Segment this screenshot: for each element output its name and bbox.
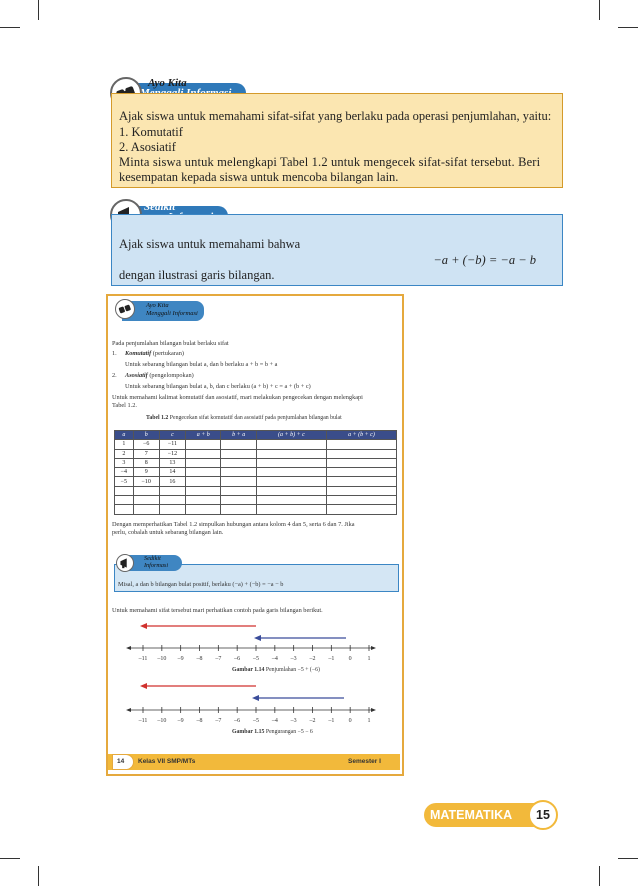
table-row — [115, 486, 397, 495]
table-row — [115, 496, 397, 505]
banner-line-1: Ayo Kita — [148, 77, 187, 89]
mini-paragraph: Dengan memperhatikan Tabel 1.2 simpulkan hubungan antara kolom 4 dan 5, serta 6 dan 7. Jika — [112, 521, 355, 528]
mini-intro: Pada penjumlahan bilangan bulat berlaku sifat — [112, 340, 229, 347]
table-cell — [133, 486, 159, 495]
table-cell: −6 — [133, 440, 159, 449]
mini-footer-page: 14 — [117, 758, 125, 765]
figure-caption — [232, 728, 313, 736]
mini-paragraph: perlu, cobalah untuk sebarang bilangan lain. — [112, 529, 224, 536]
tick-label: 0 — [348, 718, 352, 724]
figure-caption — [232, 666, 320, 674]
axis-arrow-left — [126, 646, 131, 650]
table-cell — [256, 505, 326, 514]
fig1-caption-label: Gambar 1.14 — [232, 667, 265, 673]
table-cell — [256, 486, 326, 495]
table-cell — [256, 449, 326, 458]
data-table — [114, 430, 397, 515]
table-row — [115, 458, 397, 467]
crop-mark — [618, 858, 638, 859]
table-cell — [186, 505, 221, 514]
table-cell — [221, 505, 256, 514]
teacher-note-box — [111, 93, 563, 188]
mini-item-title — [125, 350, 184, 358]
table-cell — [133, 496, 159, 505]
table-row — [115, 505, 397, 514]
crop-mark — [0, 27, 20, 28]
table-caption-label: Tabel 1.2 — [146, 415, 169, 421]
table-cell — [221, 458, 256, 467]
megaphone-icon — [116, 554, 134, 572]
crop-mark — [38, 866, 39, 886]
table-header-cell: a + (b + c) — [326, 431, 396, 440]
tick-label: –2 — [309, 718, 316, 724]
table-cell: 8 — [133, 458, 159, 467]
table-header-cell: b — [133, 431, 159, 440]
table-row — [115, 440, 397, 449]
tick-label: 1 — [367, 656, 371, 662]
table-cell — [159, 486, 185, 495]
tick-label: –7 — [215, 718, 222, 724]
table-cell: 13 — [159, 458, 185, 467]
table-cell — [256, 458, 326, 467]
box1-paragraph: Ajak siswa untuk memahami sifat-sifat yang berlaku pada operasi penjumlahan, yaitu: — [119, 109, 552, 123]
page-number: 15 — [536, 808, 550, 822]
table-cell: 16 — [159, 477, 185, 486]
tick-label: –6 — [234, 718, 241, 724]
box1-paragraph: kesempatan kepada siswa untuk mencoba bilangan lain. — [119, 170, 399, 184]
axis-arrow-left — [126, 708, 131, 712]
axis-arrow-right — [371, 646, 376, 650]
table-cell — [256, 440, 326, 449]
table-cell — [186, 486, 221, 495]
mini-item-number: 1. — [112, 350, 117, 357]
crop-mark — [38, 0, 39, 20]
table-cell: 9 — [133, 468, 159, 477]
table-cell — [186, 449, 221, 458]
box2-paragraph: Ajak siswa untuk memahami bahwa — [119, 237, 301, 251]
mini-paragraph: Untuk memahami kalimat komutatif dan asosiatif, mari melakukan pengecekan dengan melengkapi — [112, 394, 363, 401]
mini-item2-title: Asosiatif — [125, 372, 148, 379]
table-cell: −10 — [133, 477, 159, 486]
tick-label: –5 — [253, 718, 259, 724]
red-arrow-head — [140, 683, 147, 689]
mini-item-desc: Untuk sebarang bilangan bulat a, b, dan c berlaku (a + b) + c = a + (b + c) — [125, 383, 311, 390]
fig1-caption-text: Penjumlahan −5 + (−6) — [264, 667, 320, 673]
table-row — [115, 449, 397, 458]
banner-line-1: Sedikit — [144, 201, 176, 213]
table-cell — [221, 496, 256, 505]
fig2-caption-text: Pengurangan −5 − 6 — [264, 729, 313, 735]
tick-label: –8 — [196, 656, 203, 662]
tick-label: –10 — [157, 656, 167, 662]
banner-line-2: Menggali Informasi — [146, 310, 198, 317]
table-cell — [256, 477, 326, 486]
table-cell — [159, 505, 185, 514]
table-cell: −11 — [159, 440, 185, 449]
table-cell — [221, 440, 256, 449]
box1-item-komutatif: 1. Komutatif — [119, 125, 183, 139]
table-header-cell: b + a — [221, 431, 256, 440]
banner-line-2: Informasi — [144, 562, 169, 569]
table-header-cell: a + b — [186, 431, 221, 440]
table-cell — [159, 496, 185, 505]
table-cell — [186, 468, 221, 477]
box1-item-asosiatif: 2. Asosiatif — [119, 140, 176, 154]
subject-label: MATEMATIKA — [430, 808, 513, 822]
mini-info-text: Misal, a dan b bilangan bulat positif, berlaku (−a) + (−b) = −a − b — [118, 581, 284, 588]
table-cell — [221, 486, 256, 495]
tick-label: 0 — [348, 656, 352, 662]
tick-label: –9 — [177, 718, 184, 724]
box2-formula: −a + (−b) = −a − b — [433, 253, 536, 267]
table-row — [115, 477, 397, 486]
crop-mark — [0, 858, 20, 859]
mini-paragraph: Untuk memahami sifat tersebut mari perhatikan contoh pada garis bilangan berikut. — [112, 607, 323, 614]
table-cell — [326, 449, 396, 458]
teacher-info-box — [111, 214, 563, 286]
tick-label: –1 — [328, 718, 335, 724]
tick-label: –7 — [215, 656, 222, 662]
mini-paragraph: Tabel 1.2. — [112, 402, 137, 409]
table-cell — [326, 496, 396, 505]
tick-label: –8 — [196, 718, 203, 724]
tick-label: –9 — [177, 656, 184, 662]
blue-arrow-head — [252, 695, 259, 701]
axis-arrow-right — [371, 708, 376, 712]
tick-label: –4 — [271, 718, 278, 724]
table-cell — [256, 468, 326, 477]
number-line-figure-1 — [108, 614, 402, 668]
box1-paragraph: Minta siswa untuk melengkapi Tabel 1.2 untuk mengecek sifat-sifat tersebut. Beri — [119, 155, 541, 169]
student-page-thumbnail — [106, 294, 404, 776]
tick-label: 1 — [367, 718, 371, 724]
table-cell: −5 — [115, 477, 134, 486]
mini-item1-title: Komutatif — [125, 350, 152, 357]
mini-footer-right: Semester I — [348, 758, 381, 765]
table-cell — [186, 440, 221, 449]
banner-line-1: Sedikit — [144, 555, 161, 562]
table-cell — [221, 449, 256, 458]
fig2-caption-label: Gambar 1.15 — [232, 729, 265, 735]
table-cell — [326, 477, 396, 486]
table-cell: 1 — [115, 440, 134, 449]
crop-mark — [618, 27, 638, 28]
table-cell: 3 — [115, 458, 134, 467]
table-cell — [186, 477, 221, 486]
table-caption — [146, 414, 342, 422]
table-cell — [326, 505, 396, 514]
table-cell: 2 — [115, 449, 134, 458]
crop-mark — [599, 866, 600, 886]
tick-label: –3 — [290, 656, 297, 662]
tick-label: –4 — [271, 656, 278, 662]
banner-line-1: Ayo Kita — [146, 302, 169, 309]
table-header-cell: c — [159, 431, 185, 440]
table-cell — [326, 440, 396, 449]
table-header-cell: a — [115, 431, 134, 440]
tick-label: –2 — [309, 656, 316, 662]
table-cell — [115, 505, 134, 514]
tick-label: –3 — [290, 718, 297, 724]
binoculars-icon — [115, 299, 135, 319]
box2-paragraph: dengan ilustrasi garis bilangan. — [119, 268, 275, 282]
mini-item-desc: Untuk sebarang bilangan bulat a, dan b berlaku a + b = b + a — [125, 361, 278, 368]
mini-item-title — [125, 372, 194, 380]
table-cell — [186, 496, 221, 505]
table-cell — [326, 486, 396, 495]
tick-label: –6 — [234, 656, 241, 662]
mini-item1-paren: (pertukaran) — [151, 350, 184, 357]
table-cell: 7 — [133, 449, 159, 458]
table-cell — [221, 477, 256, 486]
mini-footer-left: Kelas VII SMP/MTs — [138, 758, 196, 765]
table-caption-text: Pengecekan sifat komutatif dan asosiatif pada penjumlahan bilangan bulat — [168, 415, 342, 421]
tick-label: –1 — [328, 656, 335, 662]
mini-item2-paren: (pengelompokan) — [147, 372, 194, 379]
table-cell — [115, 496, 134, 505]
number-line-figure-2 — [108, 676, 402, 730]
table-cell — [115, 486, 134, 495]
red-arrow-head — [140, 623, 147, 629]
blue-arrow-head — [254, 635, 261, 641]
table-header-cell: (a + b) + c — [256, 431, 326, 440]
tick-label: –10 — [157, 718, 167, 724]
table-cell — [326, 468, 396, 477]
table-cell — [256, 496, 326, 505]
tick-label: –11 — [138, 656, 148, 662]
tick-label: –5 — [253, 656, 259, 662]
table-cell: −4 — [115, 468, 134, 477]
mini-item-number: 2. — [112, 372, 117, 379]
table-cell — [186, 458, 221, 467]
table-cell: −12 — [159, 449, 185, 458]
tick-label: –11 — [138, 718, 148, 724]
table-cell — [221, 468, 256, 477]
page-number-badge — [528, 800, 558, 830]
table-cell — [133, 505, 159, 514]
table-cell: 14 — [159, 468, 185, 477]
crop-mark — [599, 0, 600, 20]
table-row — [115, 468, 397, 477]
table-cell — [326, 458, 396, 467]
